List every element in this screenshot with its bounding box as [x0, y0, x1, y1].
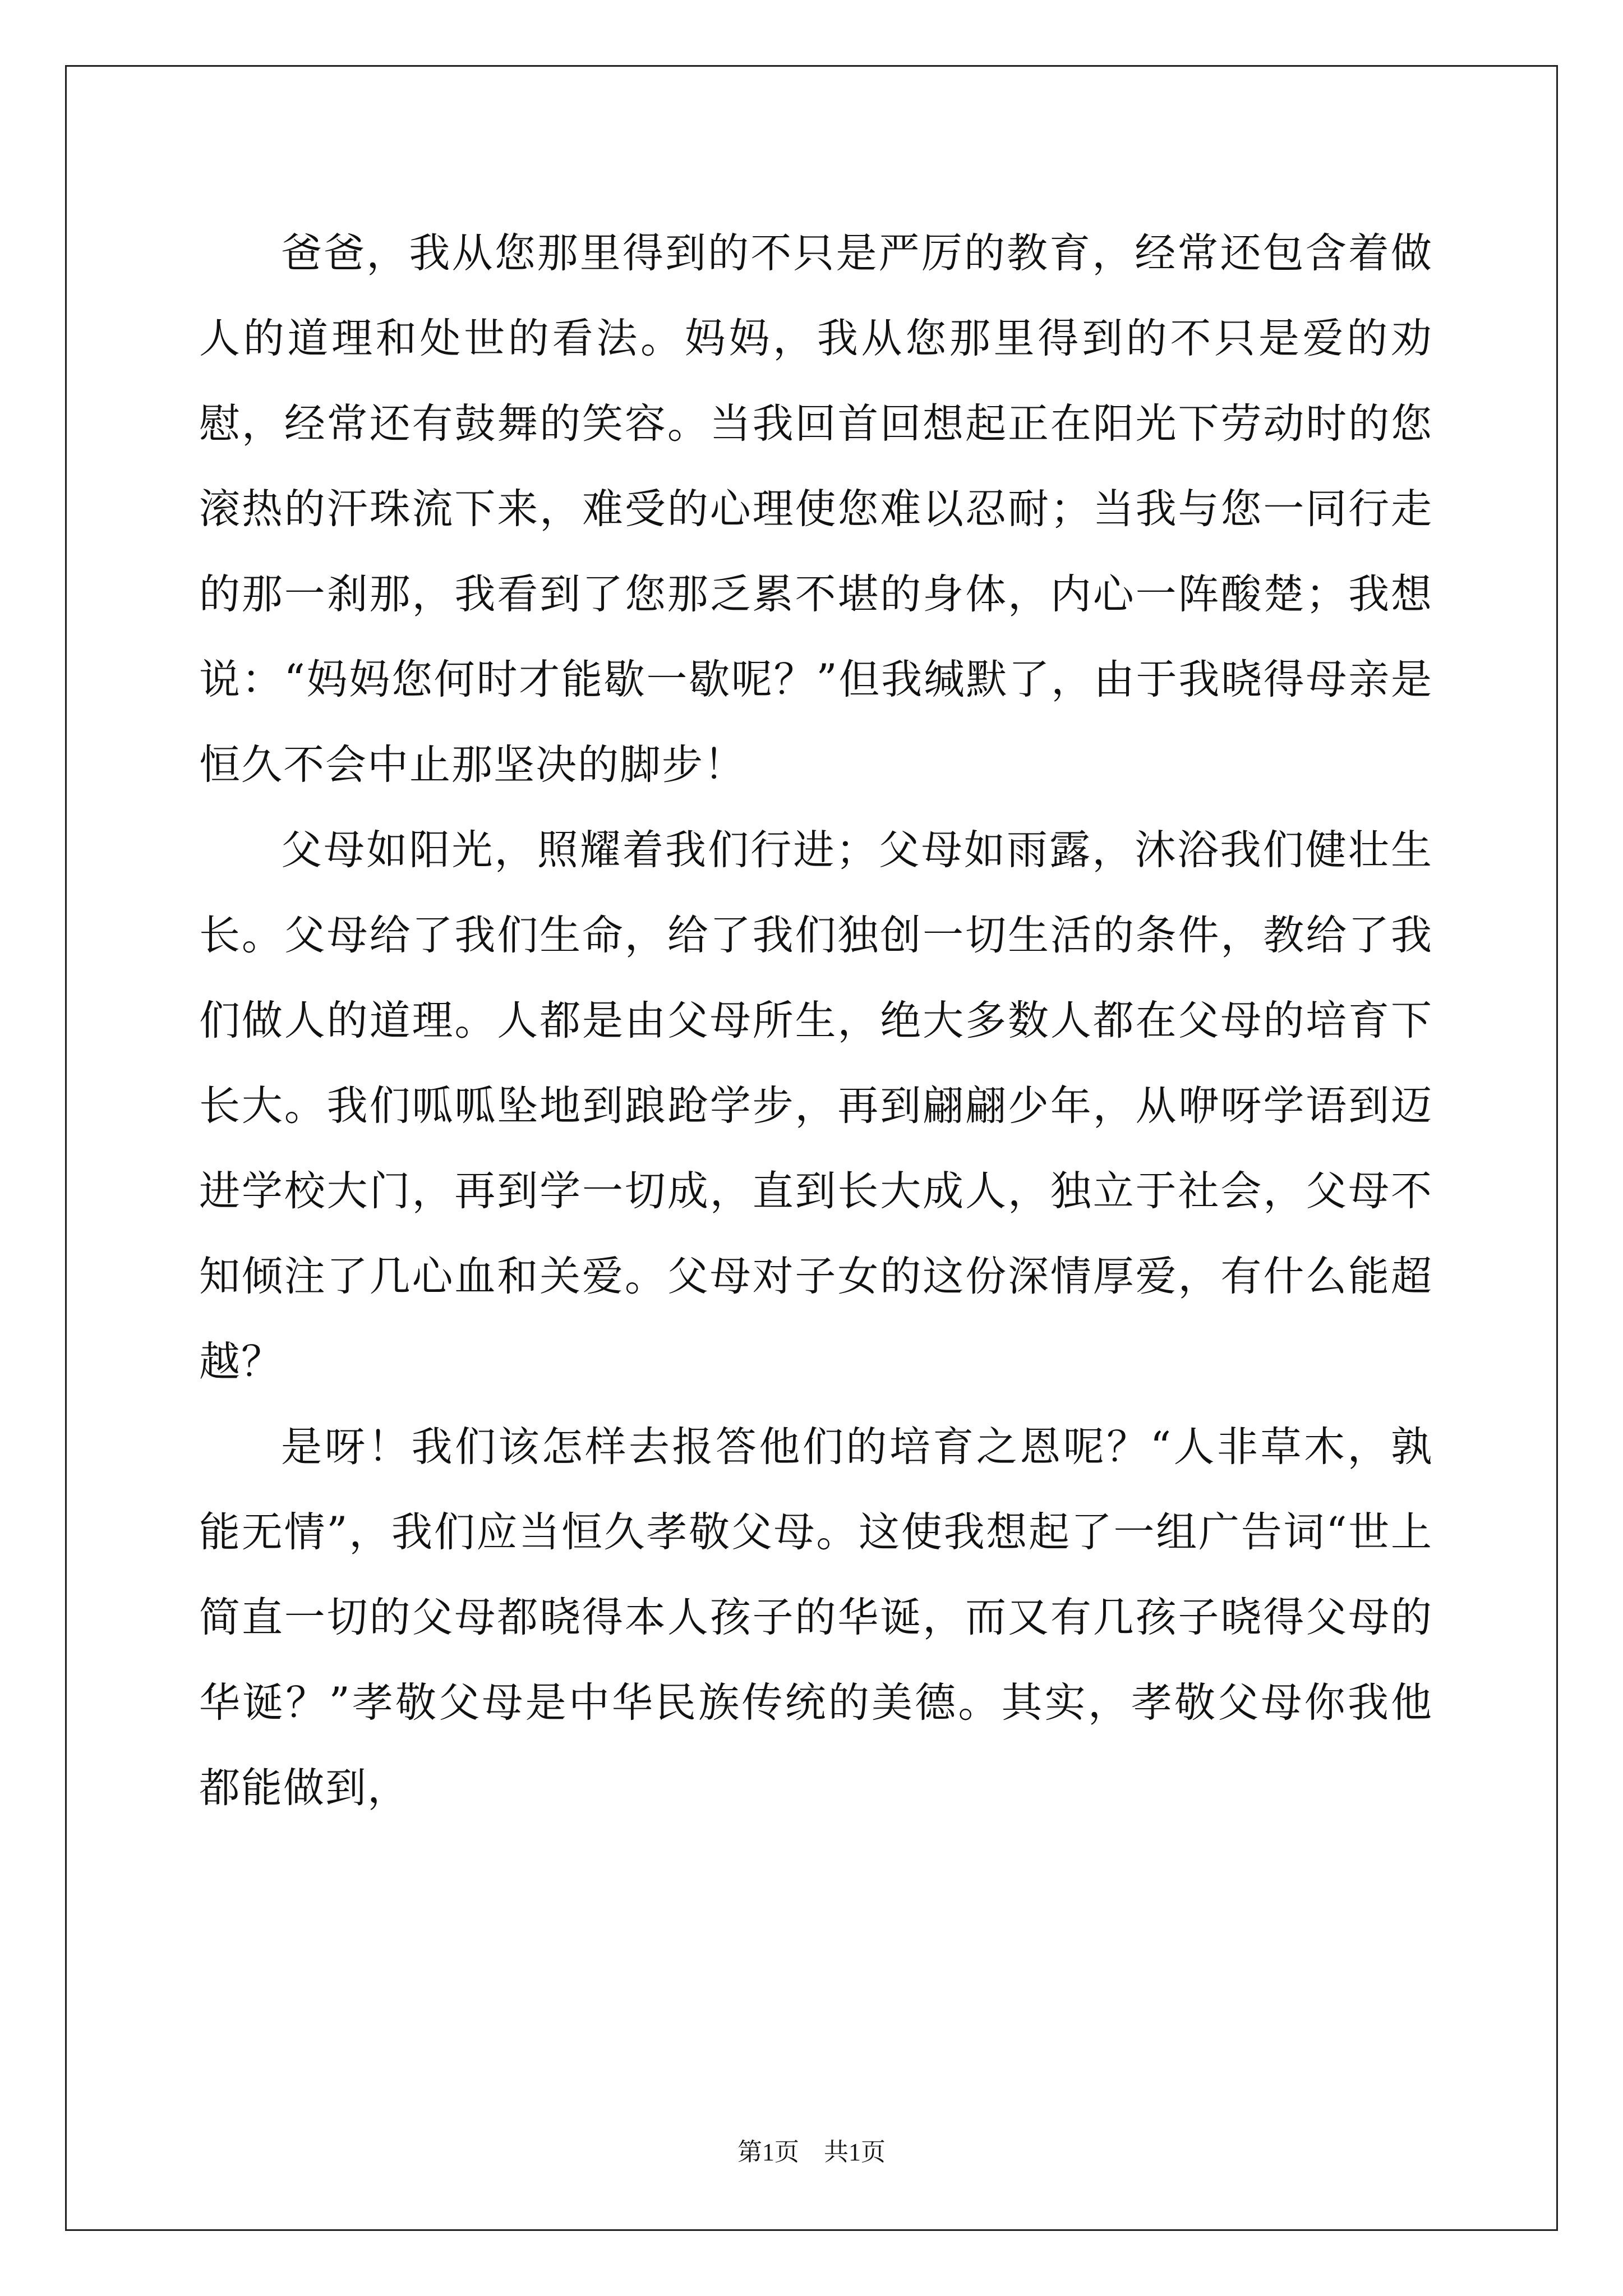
page-footer — [0, 2132, 1623, 2168]
document-body — [199, 211, 1433, 1831]
paragraph-2: 父母如阳光，照耀着我们行进；父母如雨露，沐浴我们健壮生长。父母给了我们生命，给了我们独创一切生活的条件，教给了我们做人的道理。人都是由父母所生，绝大多数人都在父母的培育下长大。我们呱呱坠地到踉跄学步，再到翩翩少年，从咿呀学语到迈进学校大门，再到学一切成，直到长大成人，独立于社会，父母不知倾注了几心血和关爱。父母对子女的这份深情厚爱，有什么能超越？ — [199, 826, 1433, 1386]
paragraph-1: 爸爸，我从您那里得到的不只是严厉的教育，经常还包含着做人的道理和处世的看法。妈妈，我从您那里得到的不只是爱的劝慰，经常还有鼓舞的笑容。当我回首回想起正在阳光下劳动时的您滚热的汗珠流下来，难受的心理使您难以忍耐；当我与您一同行走的那一刹那，我看到了您那乏累不堪的身体，内心一阵酸楚；我想说：“妈妈您何时才能歇一歇呢？”但我缄默了，由于我晓得母亲是恒久不会中止那坚决的脚步！ — [199, 229, 1433, 789]
paragraph-3: 是呀！我们该怎样去报答他们的培育之恩呢？“人非草木，孰能无情”，我们应当恒久孝敬父母。这使我想起了一组广告词“世上简直一切的父母都晓得本人孩子的华诞，而又有几孩子晓得父母的华诞？”孝敬父母是中华民族传统的美德。其实，孝敬父母你我他都能做到， — [199, 1423, 1433, 1812]
page-total: 共1页 — [824, 2138, 886, 2166]
page-number: 第1页 — [737, 2138, 799, 2166]
